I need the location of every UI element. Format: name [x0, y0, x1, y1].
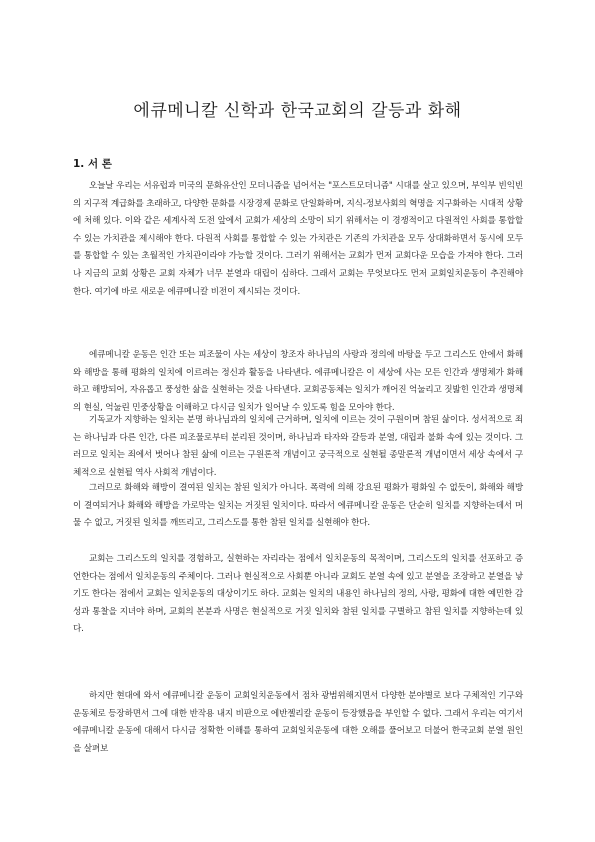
section-heading: 1. 서 론: [73, 158, 112, 170]
paragraph: 오늘날 우리는 서유럽과 미국의 문화유산인 모더니즘을 넘어서는 "포스트모더니즘" 시대를 살고 있으며, 부익부 빈익빈의 지구적 계급화를 초래하고, 다양한 문화를 시장경제 문화로 단일화하며, 지식-정보사회의 혁명을 지구화하는 시대적 상황에 처해 있다. 이와 같은 세계사적 도전 앞에서 교회가 세상의 소망이 되기 위해서는 이 경쟁적이고 다원적인 사회를 통합할 수 있는 가치관을 제시해야 한다. 다원적 사회를 통합할 수 있는 가치관은 기존의 가치관을 모두 상대화하면서 동시에 모두를 통합할 수 있는 초월적인 가치관이라야 가능할 것이다. 그러기 위해서는 교회가 먼저 교회다운 모습을 가져야 한다. 그러나 지금의 교회 상황은 교회 자체가 너무 분열과 대립이 심하다. 그래서 교회는 무엇보다도 먼저 교회일치운동이 추진해야 한다. 여기에 바로 새로운 에큐메니칼 비전이 제시되는 것이다.: [73, 181, 523, 297]
paragraph: 교회는 그리스도의 일치를 경험하고, 실현하는 자리라는 점에서 일치운동의 목적이며, 그리스도의 일치를 선포하고 증언한다는 점에서 일치운동의 주체이다. 그러나 현실적으로 사회뿐 아니라 교회도 분열 속에 있고 분열을 조장하고 분열을 낳기도 한다는 점에서 교회는 일치운동의 대상이기도 하다. 교회는 일치의 내용인 하나님의 정의, 사랑, 평화에 대한 예민한 감성과 통찰을 지녀야 하며, 교회의 본분과 사명은 현실적으로 거짓 일치와 참된 일치를 구별하고 참된 일치를 지향하는데 있다.: [73, 554, 523, 635]
paragraph: 그러므로 화해와 해방이 결여된 일치는 참된 일치가 아니다. 폭력에 의해 강요된 평화가 평화일 수 없듯이, 화해와 해방이 결여되거나 화해와 해방을 가로막는 일치는 거짓된 일치이다. 따라서 에큐메니칼 운동은 단순히 일치를 지향하는데서 머물 수 없고, 거짓된 일치를 깨뜨리고, 그리스도를 통한 참된 일치를 실현해야 한다.: [73, 483, 523, 529]
paragraph: 에큐메니칼 운동은 인간 또는 피조물이 사는 세상이 창조자 하나님의 사랑과 정의에 바탕을 두고 그리스도 안에서 화해와 해방을 통해 평화의 일치에 이르려는 정신과 활동을 나타낸다. 에큐메니칼은 이 세상에 사는 모든 인간과 생명체가 화해하고 해방되어, 자유롭고 풍성한 삶을 실현하는 것을 나타낸다. 교회공동체는 일치가 깨어진 억눌리고 짓밟힌 인간과 생명체의 현실, 억눌린 민중상황을 이해하고 다시금 일치가 일어날 수 있도록 힘을 모아야 한다.: [73, 350, 523, 413]
document-title: 에큐메니칼 신학과 한국교회의 갈등과 화해: [133, 101, 462, 121]
paragraph: 기독교가 지향하는 일치는 분명 하나님과의 일치에 근거하며, 일치에 이르는 것이 구원이며 참된 삶이다. 성서적으로 죄는 하나님과 다른 인간, 다른 피조물로부터 분리된 것이며, 하나님과 타자와 갈등과 분열, 대립과 불화 속에 있는 것이다. 그러므로 일치는 죄에서 벗어나 참된 삶에 이르는 구원론적 개념이고 궁극적으로 실현될 종말론적 개념이면서 세상 속에서 구체적으로 실현될 역사 사회적 개념이다.: [73, 415, 523, 478]
paragraph: 하지만 현대에 와서 에큐메니칼 운동이 교회일치운동에서 점차 광범위해지면서 다양한 분야별로 보다 구체적인 기구와 운동체로 등장하면서 그에 대한 반작용 내지 비판으로 에반젤리칼 운동이 등장했음을 부인할 수 없다. 그래서 우리는 여기서 에큐메니칼 운동에 대해서 다시금 정확한 이해를 통하여 교회일치운동에 대한 오해를 풀어보고 더불어 한국교회 분열 원인을 살펴보: [73, 691, 523, 754]
